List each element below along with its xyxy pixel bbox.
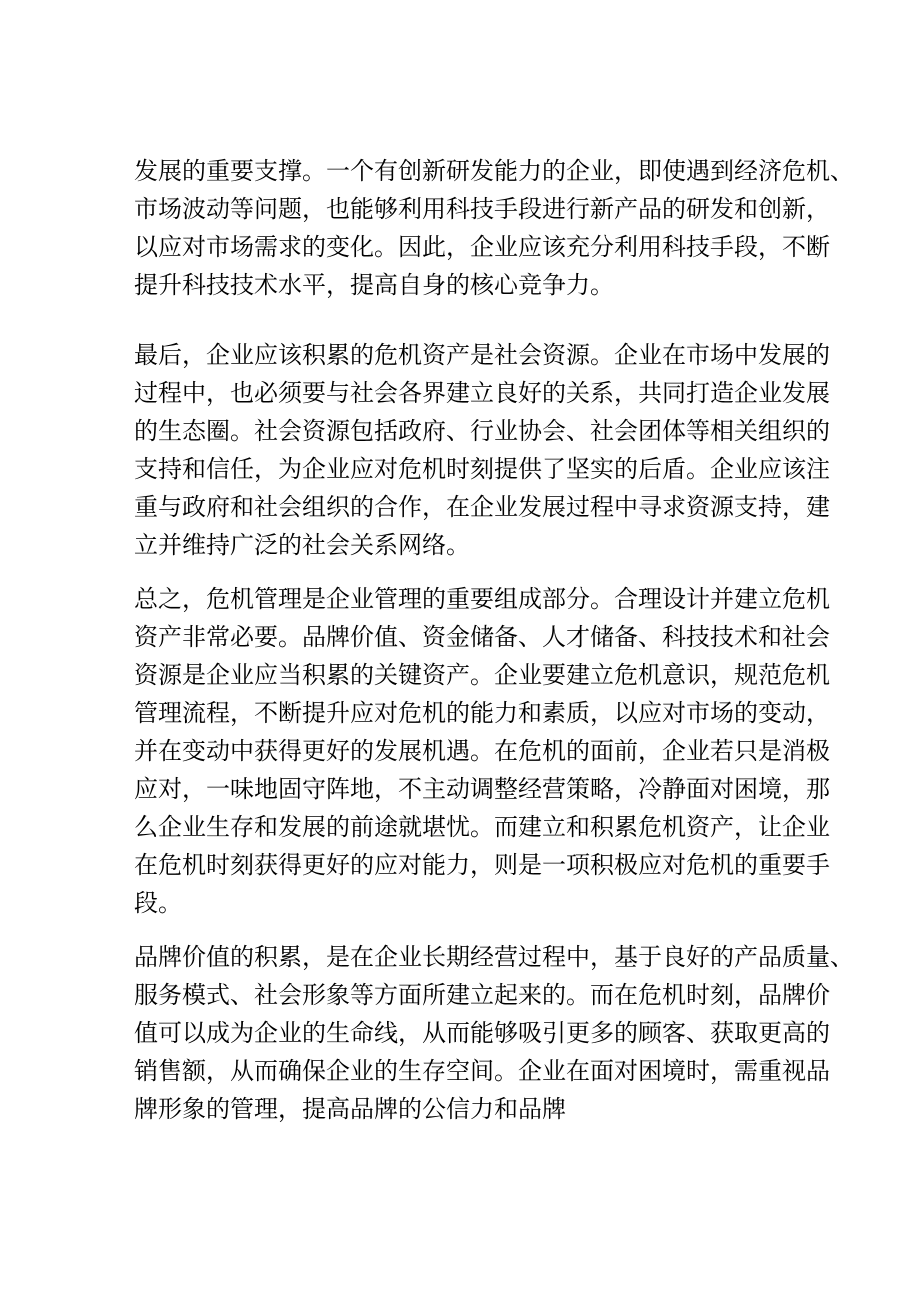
paragraph-line: 过程中，也必须要与社会各界建立良好的关系，共同打造企业发展 xyxy=(134,379,830,407)
paragraph-line: 的生态圈。社会资源包括政府、行业协会、社会团体等相关组织的 xyxy=(134,417,830,445)
paragraph-line: 牌形象的管理，提高品牌的公信力和品牌 xyxy=(134,1095,566,1123)
paragraph-line: 市场波动等问题，也能够利用科技手段进行新产品的研发和创新， xyxy=(134,195,830,223)
paragraph-line: 资源是企业应当积累的关键资产。企业要建立危机意识，规范危机 xyxy=(134,661,830,689)
paragraph-line: 在危机时刻获得更好的应对能力，则是一项积极应对危机的重要手 xyxy=(134,851,830,879)
paragraph-line: 重与政府和社会组织的合作，在企业发展过程中寻求资源支持，建 xyxy=(134,493,830,521)
paragraph-line: 发展的重要支撑。一个有创新研发能力的企业，即使遇到经济危机、 xyxy=(134,157,854,185)
paragraph-4 xyxy=(134,938,854,1128)
paragraph-line: 品牌价值的积累，是在企业长期经营过程中，基于良好的产品质量、 xyxy=(134,943,854,971)
paragraph-line: 值可以成为企业的生命线，从而能够吸引更多的顾客、获取更高的 xyxy=(134,1019,830,1047)
paragraph-line: 并在变动中获得更好的发展机遇。在危机的面前，企业若只是消极 xyxy=(134,737,830,765)
paragraph-3 xyxy=(134,580,830,922)
paragraph-line: 服务模式、社会形象等方面所建立起来的。而在危机时刻，品牌价 xyxy=(134,981,830,1009)
paragraph-line: 销售额，从而确保企业的生存空间。企业在面对困境时，需重视品 xyxy=(134,1057,830,1085)
paragraph-2 xyxy=(134,336,830,564)
paragraph-line: 以应对市场需求的变化。因此，企业应该充分利用科技手段，不断 xyxy=(134,233,830,261)
paragraph-line: 管理流程，不断提升应对危机的能力和素质，以应对市场的变动， xyxy=(134,699,830,727)
paragraph-line: 支持和信任，为企业应对危机时刻提供了坚实的后盾。企业应该注 xyxy=(134,455,830,483)
paragraph-line: 资产非常必要。品牌价值、资金储备、人才储备、科技技术和社会 xyxy=(134,623,830,651)
paragraph-line: 最后，企业应该积累的危机资产是社会资源。企业在市场中发展的 xyxy=(134,341,830,369)
paragraph-line: 应对，一味地固守阵地，不主动调整经营策略，冷静面对困境，那 xyxy=(134,775,830,803)
paragraph-line: 段。 xyxy=(134,889,182,917)
paragraph-1 xyxy=(134,152,854,304)
paragraph-line: 立并维持广泛的社会关系网络。 xyxy=(134,531,470,559)
paragraph-line: 总之，危机管理是企业管理的重要组成部分。合理设计并建立危机 xyxy=(134,585,830,613)
paragraph-line: 提升科技技术水平，提高自身的核心竞争力。 xyxy=(134,271,614,299)
paragraph-line: 么企业生存和发展的前途就堪忧。而建立和积累危机资产，让企业 xyxy=(134,813,830,841)
